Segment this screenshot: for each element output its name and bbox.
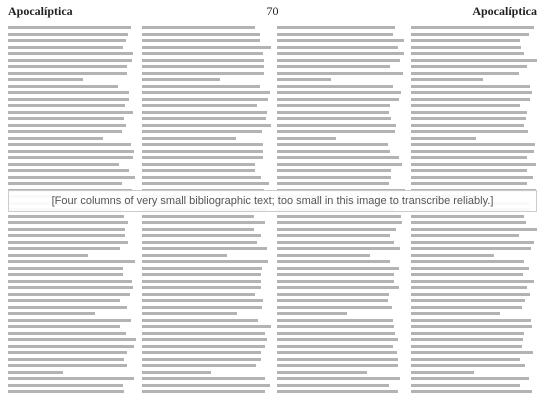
text-line-placeholder xyxy=(8,182,122,185)
text-line-placeholder xyxy=(411,273,523,276)
text-line-placeholder xyxy=(411,241,534,244)
text-line-placeholder xyxy=(8,364,127,367)
text-line-placeholder xyxy=(142,390,265,393)
text-line-placeholder xyxy=(142,280,262,283)
text-line-placeholder xyxy=(411,221,526,224)
text-line-placeholder xyxy=(411,384,520,387)
text-line-placeholder xyxy=(8,280,132,283)
text-line-placeholder xyxy=(411,254,494,257)
text-line-placeholder xyxy=(277,384,389,387)
text-line-placeholder xyxy=(411,39,520,42)
text-line-placeholder xyxy=(8,117,124,120)
text-line-placeholder xyxy=(411,215,524,218)
text-line-placeholder xyxy=(411,364,525,367)
text-line-placeholder xyxy=(411,156,527,159)
text-line-placeholder xyxy=(8,319,131,322)
text-line-placeholder xyxy=(277,117,391,120)
text-line-placeholder xyxy=(8,273,123,276)
text-line-placeholder xyxy=(142,111,267,114)
text-line-placeholder xyxy=(142,26,255,29)
text-line-placeholder xyxy=(142,117,266,120)
text-line-placeholder xyxy=(8,312,95,315)
text-line-placeholder xyxy=(411,72,519,75)
text-line-placeholder xyxy=(411,169,527,172)
text-line-placeholder xyxy=(277,85,392,88)
text-line-placeholder xyxy=(8,267,123,270)
text-column-1 xyxy=(8,26,136,404)
text-line-placeholder xyxy=(8,371,63,374)
text-line-placeholder xyxy=(142,325,272,328)
text-line-placeholder xyxy=(142,241,257,244)
text-line-placeholder xyxy=(411,33,529,36)
text-line-placeholder xyxy=(8,150,134,153)
text-line-placeholder xyxy=(277,46,398,49)
text-column-2 xyxy=(142,26,272,404)
text-line-placeholder xyxy=(142,39,260,42)
text-line-placeholder xyxy=(8,143,131,146)
text-line-placeholder xyxy=(411,267,529,270)
text-line-placeholder xyxy=(142,254,227,257)
text-line-placeholder xyxy=(8,111,133,114)
text-line-placeholder xyxy=(142,33,260,36)
text-line-placeholder xyxy=(8,85,118,88)
text-line-placeholder xyxy=(142,130,262,133)
text-line-placeholder xyxy=(277,39,403,42)
text-line-placeholder xyxy=(277,33,392,36)
text-line-placeholder xyxy=(277,286,399,289)
text-line-placeholder xyxy=(277,280,394,283)
text-line-placeholder xyxy=(8,52,133,55)
text-line-placeholder xyxy=(277,371,367,374)
text-line-placeholder xyxy=(411,130,528,133)
text-line-placeholder xyxy=(142,150,263,153)
text-line-placeholder xyxy=(411,293,530,296)
text-line-placeholder xyxy=(277,176,390,179)
text-column-4 xyxy=(411,26,537,404)
text-line-placeholder xyxy=(277,234,390,237)
text-line-placeholder xyxy=(8,104,125,107)
text-line-placeholder xyxy=(142,221,265,224)
text-line-placeholder xyxy=(411,104,520,107)
text-line-placeholder xyxy=(411,338,523,341)
text-line-placeholder xyxy=(142,293,256,296)
text-line-placeholder xyxy=(277,254,370,257)
text-line-placeholder xyxy=(8,91,129,94)
text-line-placeholder xyxy=(8,169,129,172)
text-line-placeholder xyxy=(8,358,124,361)
text-line-placeholder xyxy=(142,59,264,62)
text-line-placeholder xyxy=(142,377,266,380)
text-line-placeholder xyxy=(411,26,534,29)
text-line-placeholder xyxy=(277,163,401,166)
text-line-placeholder xyxy=(8,215,124,218)
text-line-placeholder xyxy=(277,332,394,335)
text-line-placeholder xyxy=(411,163,536,166)
text-line-placeholder xyxy=(277,111,388,114)
text-line-placeholder xyxy=(277,260,390,263)
text-line-placeholder xyxy=(8,260,135,263)
text-line-placeholder xyxy=(411,98,530,101)
text-line-placeholder xyxy=(411,286,527,289)
text-line-placeholder xyxy=(8,293,130,296)
text-line-placeholder xyxy=(277,390,398,393)
text-line-placeholder xyxy=(8,228,125,231)
text-line-placeholder xyxy=(277,228,396,231)
text-line-placeholder xyxy=(411,351,533,354)
text-line-placeholder xyxy=(411,390,532,393)
text-line-placeholder xyxy=(277,241,394,244)
text-line-placeholder xyxy=(277,319,392,322)
text-line-placeholder xyxy=(8,221,128,224)
text-line-placeholder xyxy=(277,221,402,224)
text-line-placeholder xyxy=(411,234,519,237)
text-line-placeholder xyxy=(277,98,398,101)
text-line-placeholder xyxy=(277,150,390,153)
text-line-placeholder xyxy=(277,345,393,348)
text-line-placeholder xyxy=(8,338,136,341)
text-line-placeholder xyxy=(142,182,270,185)
text-line-placeholder xyxy=(8,299,120,302)
text-line-placeholder xyxy=(142,72,264,75)
text-line-placeholder xyxy=(8,46,123,49)
text-line-placeholder xyxy=(142,98,269,101)
text-line-placeholder xyxy=(142,234,261,237)
text-line-placeholder xyxy=(277,91,400,94)
text-line-placeholder xyxy=(142,143,263,146)
legibility-note: [Four columns of very small bibliographic text; too small in this image to transcribe reliably.] xyxy=(8,190,537,212)
text-line-placeholder xyxy=(411,358,520,361)
text-line-placeholder xyxy=(411,176,533,179)
text-line-placeholder xyxy=(277,267,399,270)
text-line-placeholder xyxy=(277,377,400,380)
text-line-placeholder xyxy=(8,98,129,101)
text-line-placeholder xyxy=(142,312,237,315)
text-line-placeholder xyxy=(142,78,220,81)
text-line-placeholder xyxy=(142,260,269,263)
text-line-placeholder xyxy=(8,65,127,68)
text-line-placeholder xyxy=(142,306,263,309)
text-line-placeholder xyxy=(8,39,126,42)
text-line-placeholder xyxy=(277,299,388,302)
text-line-placeholder xyxy=(277,364,398,367)
text-line-placeholder xyxy=(8,124,126,127)
text-line-placeholder xyxy=(411,150,534,153)
text-line-placeholder xyxy=(8,384,123,387)
text-line-placeholder xyxy=(277,312,347,315)
text-line-placeholder xyxy=(277,124,396,127)
text-line-placeholder xyxy=(8,59,132,62)
text-line-placeholder xyxy=(277,52,403,55)
text-line-placeholder xyxy=(277,137,335,140)
text-line-placeholder xyxy=(277,143,388,146)
text-line-placeholder xyxy=(8,234,125,237)
text-line-placeholder xyxy=(142,91,270,94)
text-line-placeholder xyxy=(142,286,261,289)
text-line-placeholder xyxy=(411,312,500,315)
text-line-placeholder xyxy=(142,371,211,374)
text-line-placeholder xyxy=(8,377,134,380)
text-line-placeholder xyxy=(411,52,524,55)
text-line-placeholder xyxy=(277,72,402,75)
text-line-placeholder xyxy=(8,241,128,244)
text-line-placeholder xyxy=(8,163,119,166)
text-line-placeholder xyxy=(411,124,524,127)
text-column-3 xyxy=(277,26,405,404)
text-line-placeholder xyxy=(277,182,389,185)
text-line-placeholder xyxy=(8,137,103,140)
running-head-right-title: Apocalíptica xyxy=(472,4,537,18)
text-line-placeholder xyxy=(142,384,270,387)
text-line-placeholder xyxy=(277,215,401,218)
text-line-placeholder xyxy=(8,156,133,159)
text-columns xyxy=(8,26,537,404)
text-line-placeholder xyxy=(8,332,126,335)
text-line-placeholder xyxy=(411,91,532,94)
text-line-placeholder xyxy=(411,325,532,328)
text-line-placeholder xyxy=(142,364,256,367)
text-line-placeholder xyxy=(277,26,395,29)
text-line-placeholder xyxy=(142,358,262,361)
text-line-placeholder xyxy=(277,104,389,107)
text-line-placeholder xyxy=(142,332,266,335)
text-line-placeholder xyxy=(411,306,522,309)
text-line-placeholder xyxy=(411,137,476,140)
text-line-placeholder xyxy=(8,130,122,133)
text-line-placeholder xyxy=(411,85,530,88)
text-line-placeholder xyxy=(277,325,394,328)
running-head-left-title: Apocalíptica xyxy=(8,4,73,18)
text-line-placeholder xyxy=(142,65,264,68)
text-line-placeholder xyxy=(411,59,537,62)
text-line-placeholder xyxy=(411,332,524,335)
text-line-placeholder xyxy=(142,104,257,107)
text-line-placeholder xyxy=(411,111,527,114)
text-line-placeholder xyxy=(142,124,271,127)
text-line-placeholder xyxy=(277,156,398,159)
text-line-placeholder xyxy=(8,286,133,289)
text-line-placeholder xyxy=(142,176,261,179)
text-line-placeholder xyxy=(142,351,261,354)
text-line-placeholder xyxy=(8,176,135,179)
text-line-placeholder xyxy=(8,78,83,81)
text-line-placeholder xyxy=(277,169,391,172)
text-line-placeholder xyxy=(8,345,134,348)
text-line-placeholder xyxy=(142,267,262,270)
text-line-placeholder xyxy=(277,338,398,341)
text-line-placeholder xyxy=(142,273,262,276)
text-line-placeholder xyxy=(411,319,531,322)
text-line-placeholder xyxy=(277,247,399,250)
text-line-placeholder xyxy=(8,247,120,250)
text-line-placeholder xyxy=(142,215,254,218)
text-line-placeholder xyxy=(411,371,474,374)
text-line-placeholder xyxy=(8,72,127,75)
text-line-placeholder xyxy=(277,358,398,361)
text-line-placeholder xyxy=(411,345,522,348)
running-head xyxy=(8,4,537,20)
text-line-placeholder xyxy=(142,85,261,88)
text-line-placeholder xyxy=(411,78,483,81)
text-line-placeholder xyxy=(411,228,537,231)
text-line-placeholder xyxy=(411,46,521,49)
text-line-placeholder xyxy=(411,260,524,263)
text-line-placeholder xyxy=(411,280,534,283)
text-line-placeholder xyxy=(142,228,254,231)
page-number: 70 xyxy=(266,4,279,18)
text-line-placeholder xyxy=(277,306,391,309)
text-line-placeholder xyxy=(411,143,535,146)
text-line-placeholder xyxy=(142,46,271,49)
text-line-placeholder xyxy=(8,390,124,393)
text-line-placeholder xyxy=(142,345,265,348)
text-line-placeholder xyxy=(142,169,255,172)
text-line-placeholder xyxy=(277,273,394,276)
text-line-placeholder xyxy=(8,306,127,309)
text-line-placeholder xyxy=(142,338,267,341)
text-line-placeholder xyxy=(277,78,331,81)
text-line-placeholder xyxy=(142,299,263,302)
text-line-placeholder xyxy=(277,65,389,68)
text-line-placeholder xyxy=(277,130,395,133)
text-line-placeholder xyxy=(142,52,264,55)
text-line-placeholder xyxy=(411,247,531,250)
text-line-placeholder xyxy=(411,182,527,185)
text-line-placeholder xyxy=(8,26,131,29)
text-line-placeholder xyxy=(142,247,267,250)
text-line-placeholder xyxy=(411,377,529,380)
text-line-placeholder xyxy=(277,59,399,62)
text-line-placeholder xyxy=(411,117,526,120)
text-line-placeholder xyxy=(411,65,527,68)
text-line-placeholder xyxy=(411,299,525,302)
text-line-placeholder xyxy=(8,325,120,328)
text-line-placeholder xyxy=(142,319,258,322)
text-line-placeholder xyxy=(142,137,236,140)
text-line-placeholder xyxy=(142,163,256,166)
text-line-placeholder xyxy=(8,33,128,36)
text-line-placeholder xyxy=(277,293,389,296)
text-line-placeholder xyxy=(277,351,396,354)
text-line-placeholder xyxy=(8,254,88,257)
text-line-placeholder xyxy=(8,351,127,354)
text-line-placeholder xyxy=(142,156,263,159)
